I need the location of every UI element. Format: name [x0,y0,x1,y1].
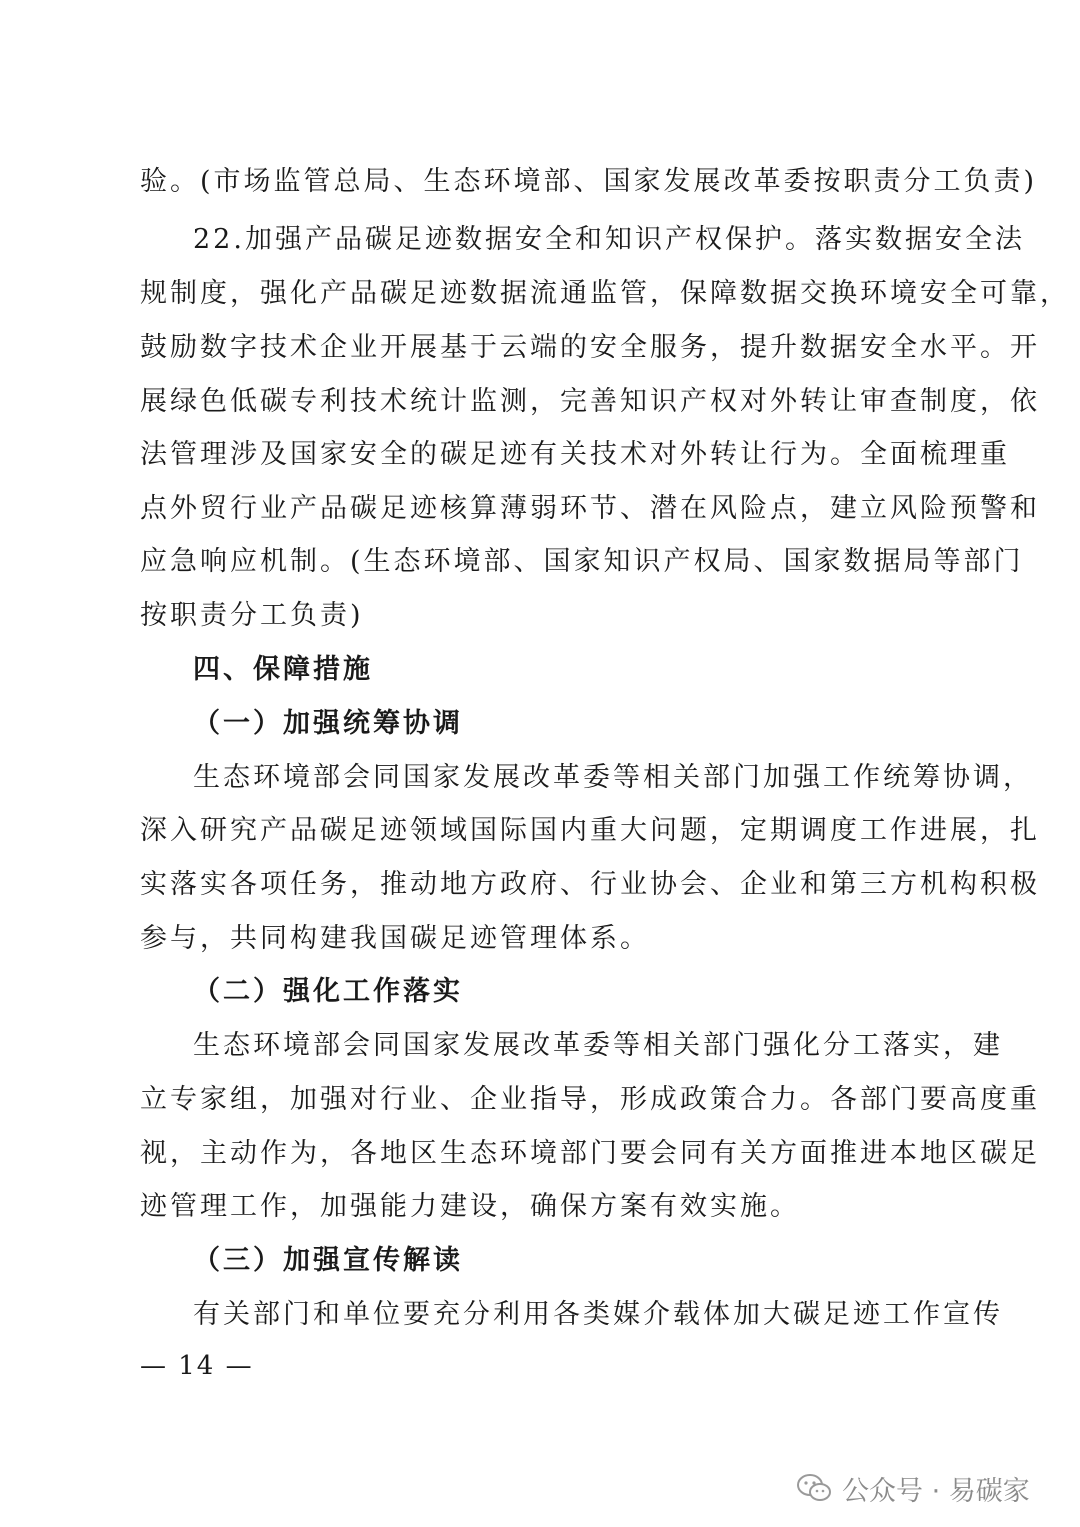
body-line: 验。(市场监管总局、生态环境部、国家发展改革委按职责分工负责) [140,166,1038,197]
body-line: 法管理涉及国家安全的碳足迹有关技术对外转让行为。全面梳理重 [140,439,1010,470]
body-line: 迹管理工作，加强能力建设，确保方案有效实施。 [140,1191,800,1222]
body-line: 生态环境部会同国家发展改革委等相关部门加强工作统筹协调， [193,762,1033,793]
body-line: 立专家组，加强对行业、企业指导，形成政策合力。各部门要高度重 [140,1084,1040,1115]
body-line: 展绿色低碳专利技术统计监测，完善知识产权对外转让审查制度，依 [140,386,1040,417]
body-line: 实落实各项任务，推动地方政府、行业协会、企业和第三方机构积极 [140,869,1040,900]
body-line: 按职责分工负责) [140,600,364,631]
watermark [796,1468,1030,1508]
body-line: 有关部门和单位要充分利用各类媒介载体加大碳足迹工作宣传 [193,1299,1003,1330]
body-line: 22.加强产品碳足迹数据安全和知识产权保护。落实数据安全法 [193,224,1025,255]
body-line: 鼓励数字技术企业开展基于云端的安全服务，提升数据安全水平。开 [140,332,1040,363]
subsection-heading: （一）加强统筹协调 [193,708,463,739]
page-number: — 14 — [140,1351,254,1381]
body-line: 视，主动作为，各地区生态环境部门要会同有关方面推进本地区碳足 [140,1138,1040,1169]
section-heading: 四、保障措施 [193,654,373,685]
subsection-heading: （二）强化工作落实 [193,976,463,1007]
body-line: 点外贸行业产品碳足迹核算薄弱环节、潜在风险点，建立风险预警和 [140,493,1040,524]
subsection-heading: （三）加强宣传解读 [193,1245,463,1276]
body-line: 应急响应机制。(生态环境部、国家知识产权局、国家数据局等部门 [140,546,1024,577]
watermark-text: 公众号 · 易碳家 [842,1475,1030,1507]
body-line: 参与，共同构建我国碳足迹管理体系。 [140,923,650,954]
body-line: 深入研究产品碳足迹领域国际国内重大问题，定期调度工作进展，扎 [140,815,1040,846]
body-line: 生态环境部会同国家发展改革委等相关部门强化分工落实，建 [193,1030,1003,1061]
wechat-icon [796,1473,832,1503]
body-line: 规制度，强化产品碳足迹数据流通监管，保障数据交换环境安全可靠， [140,278,1070,309]
